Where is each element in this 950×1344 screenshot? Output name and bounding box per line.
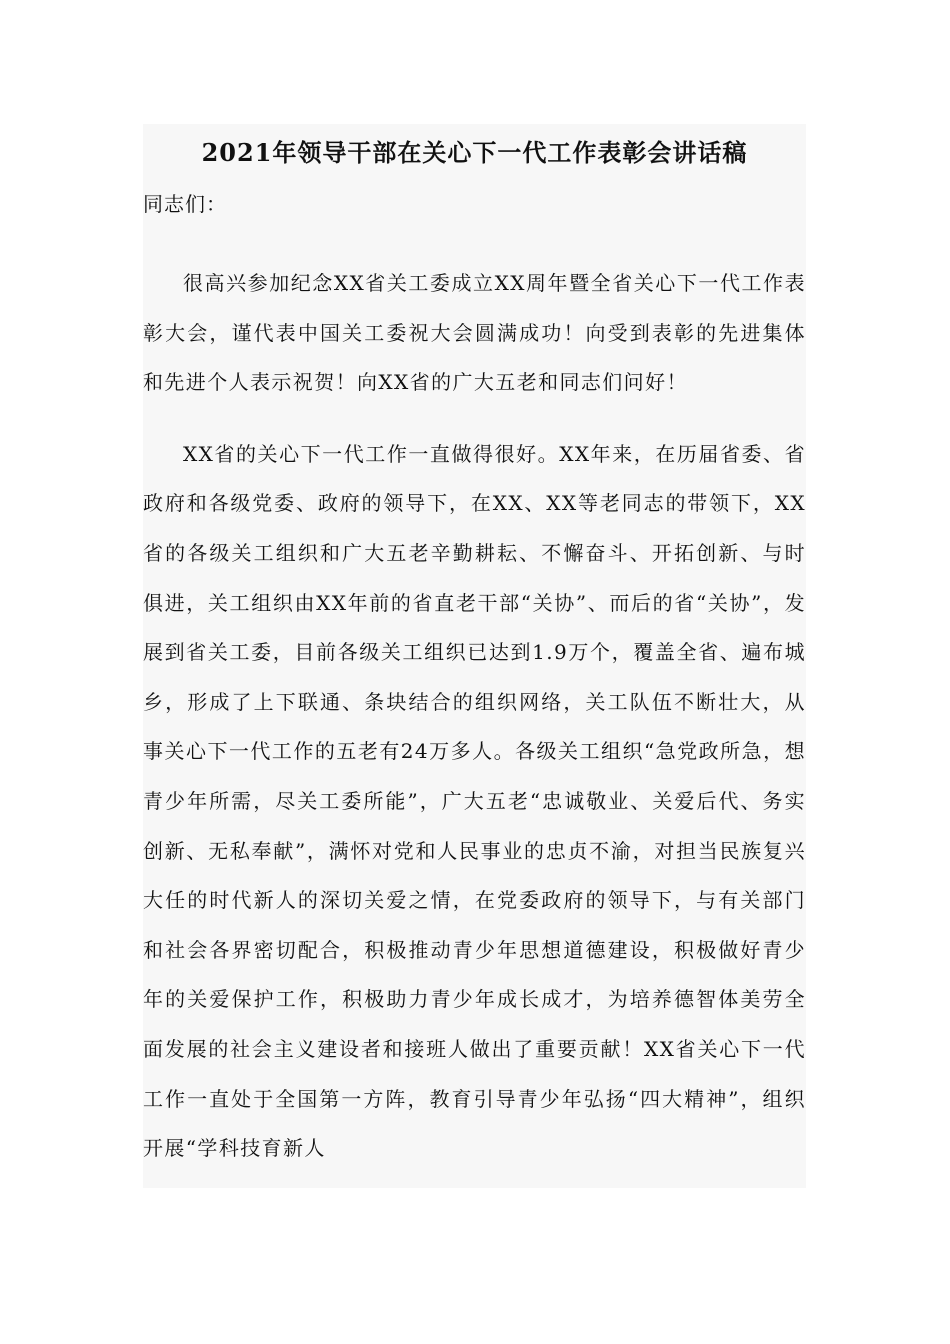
- salutation: 同志们：: [143, 192, 227, 216]
- document-title: 2021年领导干部在关心下一代工作表彰会讲话稿: [201, 138, 748, 167]
- document-page: [143, 124, 806, 1188]
- paragraph-2: XX省的关心下一代工作一直做得很好。XX年来，在历届省委、省政府和各级党委、政府的领导下，在XX、XX等老同志的带领下，XX省的各级关工组织和广大五老辛勤耕耘、不懈奋斗、开拓创新、与时俱进，关工组织由XX年前的省直老干部“关协”、而后的省“关协”，发展到省关工委，目前各级关工组织已达到1.9万个，覆盖全省、遍布城乡，形成了上下联通、条块结合的组织网络，关工队伍不断壮大，从事关心下一代工作的五老有24万多人。各级关工组织“急党政所急，想青少年所需，尽关工委所能”，广大五老“忠诚敬业、关爱后代、务实创新、无私奉献”，满怀对党和人民事业的忠贞不渝，对担当民族复兴大任的时代新人的深切关爱之情，在党委政府的领导下，与有关部门和社会各界密切配合，积极推动青少年思想道德建设，积极做好青少年的关爱保护工作，积极助力青少年成长成才，为培养德智体美劳全面发展的社会主义建设者和接班人做出了重要贡献！XX省关心下一代工作一直处于全国第一方阵，教育引导青少年弘扬“四大精神”，组织开展“学科技育新人: [143, 441, 806, 1161]
- paragraph-1: 很高兴参加纪念XX省关工委成立XX周年暨全省关心下一代工作表彰大会，谨代表中国关工委祝大会圆满成功！向受到表彰的先进集体和先进个人表示祝贺！向XX省的广大五老和同志们问好！: [143, 271, 806, 395]
